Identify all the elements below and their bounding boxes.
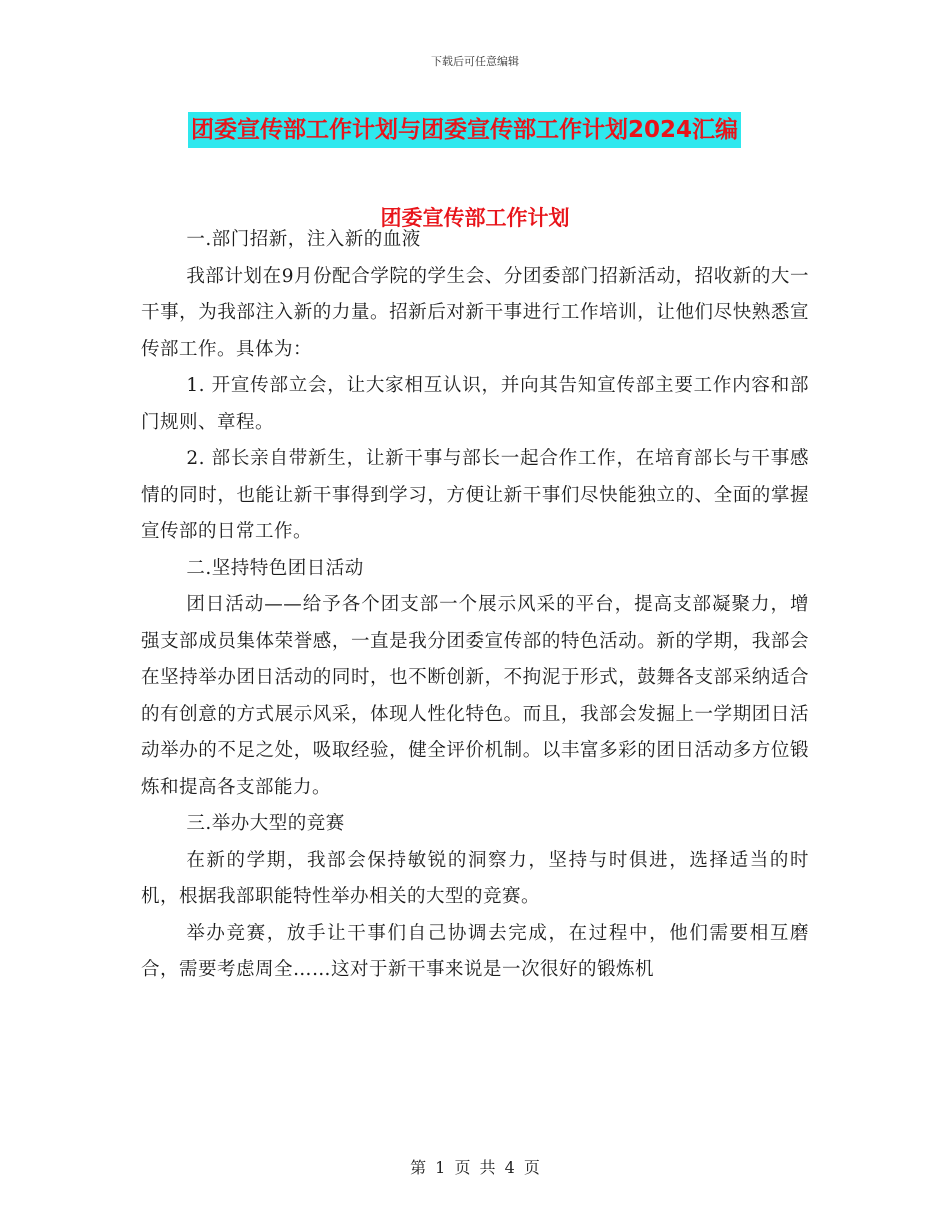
paragraph: 在新的学期，我部会保持敏锐的洞察力，坚持与时俱进，选择适当的时机，根据我部职能特性举办相关的大型的竞赛。 — [141, 849, 809, 907]
paragraph-heading-1: 一.部门招新，注入新的血液 — [186, 229, 421, 250]
document-body — [141, 222, 809, 989]
paragraph: 举办竞赛，放手让干事们自己协调去完成，在过程中，他们需要相互磨合，需要考虑周全……这对于新干事来说是一次很好的锻炼机 — [141, 922, 809, 980]
main-title: 团委宣传部工作计划与团委宣传部工作计划2024汇编 — [188, 112, 741, 148]
page-footer: 第 1 页 共 4 页 — [410, 1158, 540, 1177]
paragraph: 团日活动——给予各个团支部一个展示风采的平台，提高支部凝聚力，增强支部成员集体荣誉感，一直是我分团委宣传部的特色活动。新的学期，我部会在坚持举办团日活动的同时，也不断创新，不拘泥于形式，鼓舞各支部采纳适合的有创意的方式展示风采，体现人性化特色。而且，我部会发掘上一学期团日活动举办的不足之处，吸取经验，健全评价机制。以丰富多彩的团日活动多方位锻炼和提高各支部能力。 — [141, 594, 809, 798]
header-note: 下载后可任意编辑 — [431, 55, 519, 68]
paragraph-heading-2: 二.坚持特色团日活动 — [186, 557, 364, 579]
paragraph: 2. 部长亲自带新生，让新干事与部长一起合作工作，在培育部长与干事感情的同时，也能让新干事得到学习，方便让新干事们尽快能独立的、全面的掌握宣传部的日常工作。 — [141, 448, 809, 542]
paragraph-heading-3: 三.举办大型的竞赛 — [186, 813, 345, 834]
paragraph: 1. 开宣传部立会，让大家相互认识，并向其告知宣传部主要工作内容和部门规则、章程。 — [141, 375, 809, 433]
paragraph: 我部计划在9月份配合学院的学生会、分团委部门招新活动，招收新的大一干事，为我部注入新的力量。招新后对新干事进行工作培训，让他们尽快熟悉宣传部工作。具体为： — [141, 265, 809, 360]
section-title: 团委宣传部工作计划 — [380, 206, 570, 230]
